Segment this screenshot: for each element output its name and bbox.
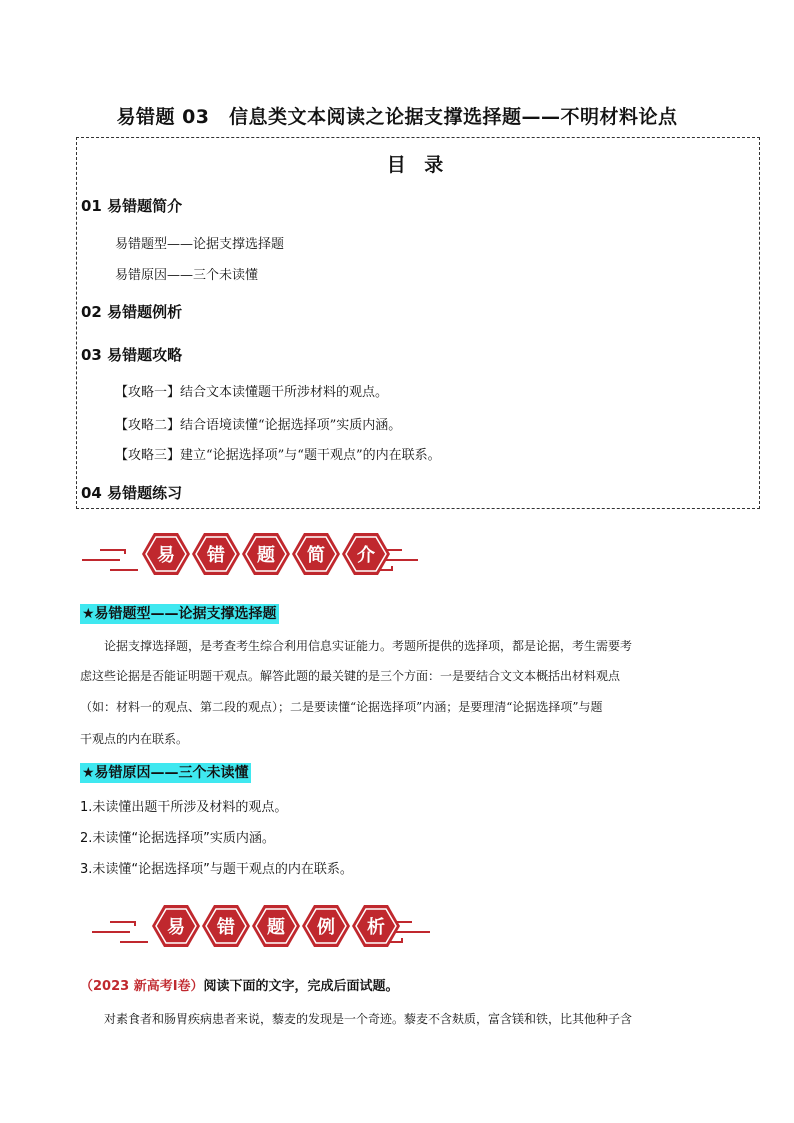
toc-item: 易错题型——论据支撑选择题: [115, 237, 285, 252]
toc-section-2: 02 易错题例析: [81, 303, 183, 321]
intro-paragraph: [80, 640, 716, 750]
paragraph-line: 对素食者和肠胃疾病患者来说，藜麦的发现是一个奇迹。藜麦不含麸质，富含镁和铁，比其他种子含: [104, 1012, 633, 1026]
banner-char: 简: [307, 545, 325, 566]
banner-char: 介: [357, 545, 375, 566]
toc-item: 易错原因——三个未读懂: [115, 268, 259, 283]
reason-item: 2.未读懂“论据选择项”实质内涵。: [80, 831, 275, 846]
section-heading-type: ★易错题型——论据支撑选择题: [82, 606, 277, 622]
paragraph-line: 干观点的内在联系。: [80, 732, 189, 746]
section-heading-reason: ★易错原因——三个未读懂: [82, 765, 249, 781]
reason-item: 1.未读懂出题干所涉及材料的观点。: [80, 800, 288, 815]
banner-char: 例: [317, 917, 335, 938]
paragraph-line: （如：材料一的观点、第二段的观点）；二是要读懂“论据选择项”内涵；是要理清“论据选择项”与题: [80, 700, 603, 714]
example-paragraph: [80, 1013, 716, 1027]
toc-section-3: 03 易错题攻略: [81, 346, 183, 364]
toc-item: 【攻略三】建立“论据选择项”与“题干观点”的内在联系。: [115, 448, 441, 463]
paragraph-line: 虑这些论据是否能证明题干观点。解答此题的最关键的是三个方面：一是要结合文文本概括出材料观点: [80, 669, 621, 683]
table-of-contents: [76, 137, 760, 509]
banner-char: 错: [217, 917, 235, 938]
example-source-line: [80, 975, 399, 994]
toc-item: 【攻略一】结合文本读懂题干所涉材料的观点。: [115, 385, 389, 400]
toc-section-4: 04 易错题练习: [81, 484, 183, 502]
toc-heading: 目 录: [386, 154, 450, 176]
toc-section-1: 01 易错题简介: [81, 197, 183, 215]
document-title: 易错题 03 信息类文本阅读之论据支撑选择题——不明材料论点: [116, 106, 678, 128]
banner-char: 析: [367, 917, 385, 938]
paragraph-line: 论据支撑选择题，是考查考生综合利用信息实证能力。考题所提供的选择项，都是论据，考生需要考: [104, 639, 633, 653]
banner-char: 题: [257, 545, 275, 566]
banner-char: 易: [167, 917, 185, 938]
banner-char: 题: [267, 917, 285, 938]
banner-char: 易: [157, 545, 175, 566]
banner-char: 错: [207, 545, 225, 566]
section-banner-examples: [90, 896, 450, 956]
reason-item: 3.未读懂“论据选择项”与题干观点的内在联系。: [80, 862, 353, 877]
section-banner-intro: [80, 524, 440, 584]
exam-source: （2023 新高考Ⅰ卷）: [80, 979, 204, 994]
toc-item: 【攻略二】结合语境读懂“论据选择项”实质内涵。: [115, 418, 402, 433]
exam-instruction: 阅读下面的文字，完成后面试题。: [203, 979, 399, 994]
